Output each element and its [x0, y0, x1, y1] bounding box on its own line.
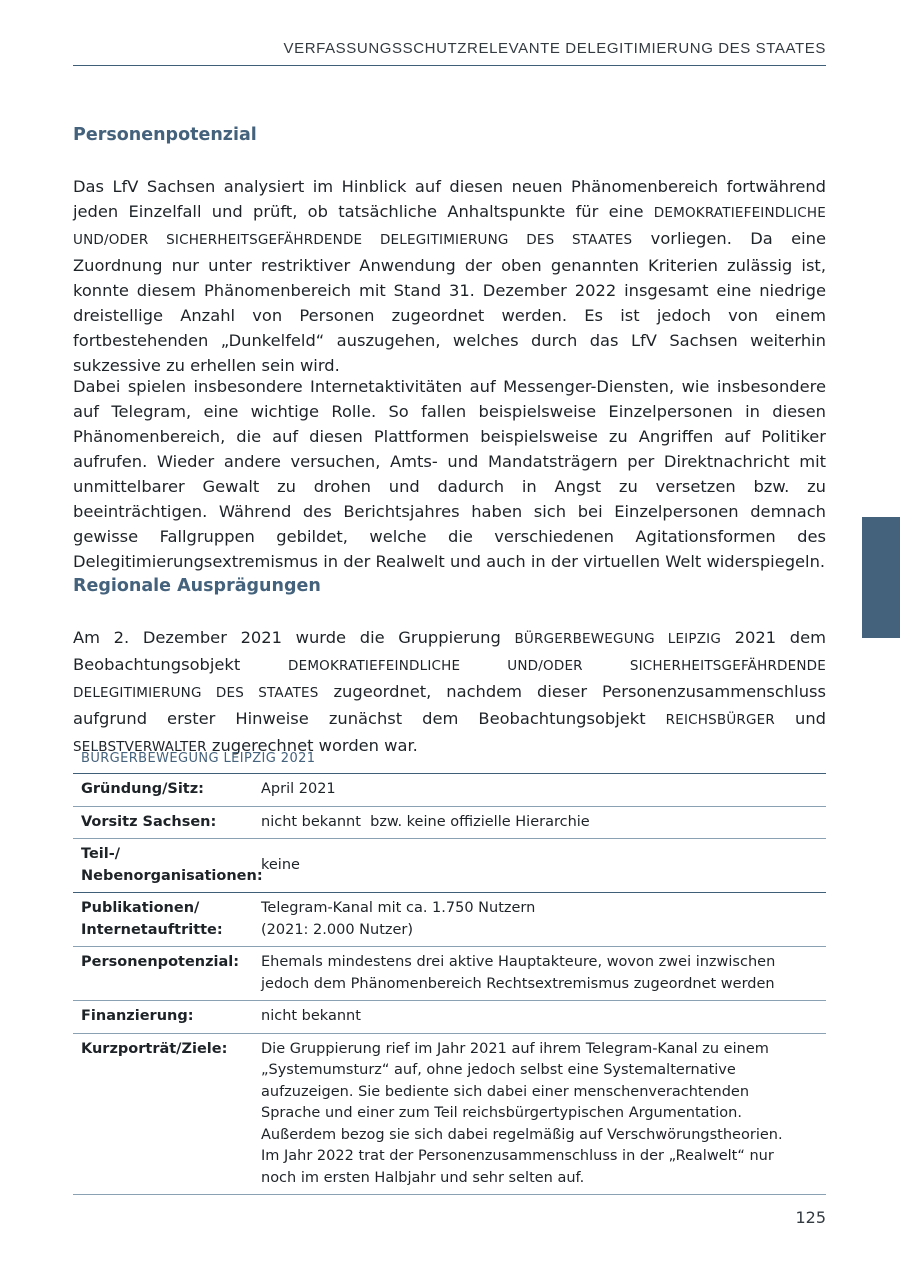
row-label-line: Nebenorganisationen: — [81, 867, 263, 884]
object-name-smallcaps: DEMOKRATIEFEINDLICHE UND/ODER SICHERHEITSGEFÄHRDENDE DELEGITIMIERUNG DES STAATES — [73, 658, 826, 701]
row-value: nicht bekannt — [261, 1008, 361, 1024]
table-row — [73, 947, 826, 1001]
table-row — [73, 1034, 826, 1196]
object-name-smallcaps: SELBSTVERWALTER — [73, 739, 207, 755]
row-label-line: Publikationen/ — [81, 900, 200, 916]
object-name-smallcaps: REICHSBÜRGER — [665, 712, 775, 728]
row-value: nicht bekannt bzw. keine offizielle Hierarchie — [261, 813, 590, 830]
table-row — [73, 839, 826, 893]
section-heading-personenpotenzial: Personenpotenzial — [73, 125, 257, 145]
table-row — [73, 1001, 826, 1034]
chapter-side-tab — [862, 517, 900, 638]
row-label: Gründung/Sitz: — [81, 781, 204, 797]
table-row — [73, 807, 826, 840]
paragraph-text: vorliegen. Da eine Zuordnung nur unter restriktiver Anwendung der oben genannten Kriterien zulässig ist, konnte diesem Phänomenbereich mit Stand 31. Dezember 2022 insgesamt eine niedrige dreistellige Anzahl von Personen zugeordnet werden. Es ist jedoch von einem fortbestehenden „Dunkelfeld“ auszugehen, welches durch das LfV Sachsen weiterhin sukzessive zu erhellen sein wird. — [73, 229, 826, 375]
running-header: VERFASSUNGSSCHUTZRELEVANTE DELEGITIMIERUNG DES STAATES — [283, 40, 826, 57]
row-value-paragraph: Die Gruppierung rief im Jahr 2021 auf ihrem Telegram-Kanal zu einem „Systemumsturz“ auf, ohne jedoch selbst eine Systemalternative aufzuzeigen. Sie bediente sich dabei einer menschenverachtenden Sprache und einer zum Teil reichsbürgertypischen Argumentation. Außerdem bezog sie sich dabei regelmäßig auf Verschwörungstheorien. — [261, 1040, 783, 1143]
paragraph-personenpotenzial-1 — [73, 174, 826, 378]
row-label: Vorsitz Sachsen: — [81, 813, 217, 830]
row-label: Kurzporträt/Ziele: — [81, 1040, 228, 1057]
row-label: Finanzierung: — [81, 1008, 194, 1024]
row-value-line: (2021: 2.000 Nutzer) — [261, 921, 414, 938]
row-value — [261, 1034, 826, 1195]
paragraph-text: 2021 dem Beobachtungsobjekt — [73, 628, 826, 674]
table-caption — [81, 751, 315, 766]
paragraph-text: Am 2. Dezember 2021 wurde die Gruppierung — [73, 628, 515, 647]
paragraph-text: zugerechnet worden war. — [206, 736, 418, 755]
profile-table — [73, 773, 826, 1195]
paragraph-text: Das LfV Sachsen analysiert im Hinblick auf diesen neuen Phänomenbereich fortwährend jeden Einzelfall und prüft, ob tatsächliche Anhaltspunkte für eine — [73, 177, 826, 221]
table-row — [73, 893, 826, 947]
row-label — [73, 893, 261, 946]
table-row — [73, 774, 826, 807]
row-value-line: Telegram-Kanal mit ca. 1.750 Nutzern — [261, 900, 536, 916]
caption-year: 2021 — [276, 751, 316, 766]
paragraph-personenpotenzial-2: Dabei spielen insbesondere Internetaktivitäten auf Messenger-Diensten, wie insbesondere auf Telegram, eine wichtige Rolle. So fallen beispielsweise Einzelpersonen in diesen Phänomenbereich, die auf diesen Plattformen beispielsweise zu Angriffen auf Politiker aufrufen. Wieder andere versuchen, Amts- und Mandatsträgern per Direktnachricht mit unmittelbarer Gewalt zu drohen und dadurch in Angst zu versetzen bzw. zu beeinträchtigen. Während des Berichtsjahres haben sich bei Einzelpersonen demnach gewisse Fallgruppen gebildet, welche die verschiedenen Agitationsformen des Delegitimierungsextremismus in der Realwelt und auch in der virtuellen Welt widerspiegeln. — [73, 377, 826, 571]
paragraph-regional-1 — [73, 625, 826, 760]
row-label-line: Internetauftritte: — [81, 921, 223, 938]
page-number: 125 — [795, 1208, 826, 1227]
row-value — [261, 893, 826, 946]
object-name-smallcaps: BÜRGERBEWEGUNG LEIPZIG — [514, 631, 721, 647]
paragraph-text: zugeordnet, nachdem dieser Personenzusammenschluss aufgrund erster Hinweise zunächst dem Beobachtungsobjekt — [73, 682, 826, 728]
paragraph-text: und — [774, 709, 826, 728]
row-value: Ehemals mindestens drei aktive Hauptakteure, wovon zwei inzwischen jedoch dem Phänomenbereich Rechtsextremismus zugeordnet werden — [261, 954, 776, 992]
header-rule — [73, 65, 826, 66]
row-value-paragraph: Im Jahr 2022 trat der Personenzusammenschluss in der „Realwelt“ nur noch im ersten Halbjahr und sehr selten auf. — [261, 1148, 774, 1186]
row-value: keine — [261, 856, 300, 873]
object-name-smallcaps: DEMOKRATIEFEINDLICHE UND/ODER SICHERHEITSGEFÄHRDENDE DELEGITIMIERUNG DES STAATES — [73, 205, 826, 248]
caption-name: BÜRGERBEWEGUNG LEIPZIG — [81, 751, 277, 766]
row-value: April 2021 — [261, 781, 336, 797]
section-heading-regional: Regionale Ausprägungen — [73, 576, 321, 596]
row-label: Personenpotenzial: — [81, 954, 240, 970]
row-label — [73, 839, 261, 892]
row-label-line: Teil-/ — [81, 846, 121, 862]
